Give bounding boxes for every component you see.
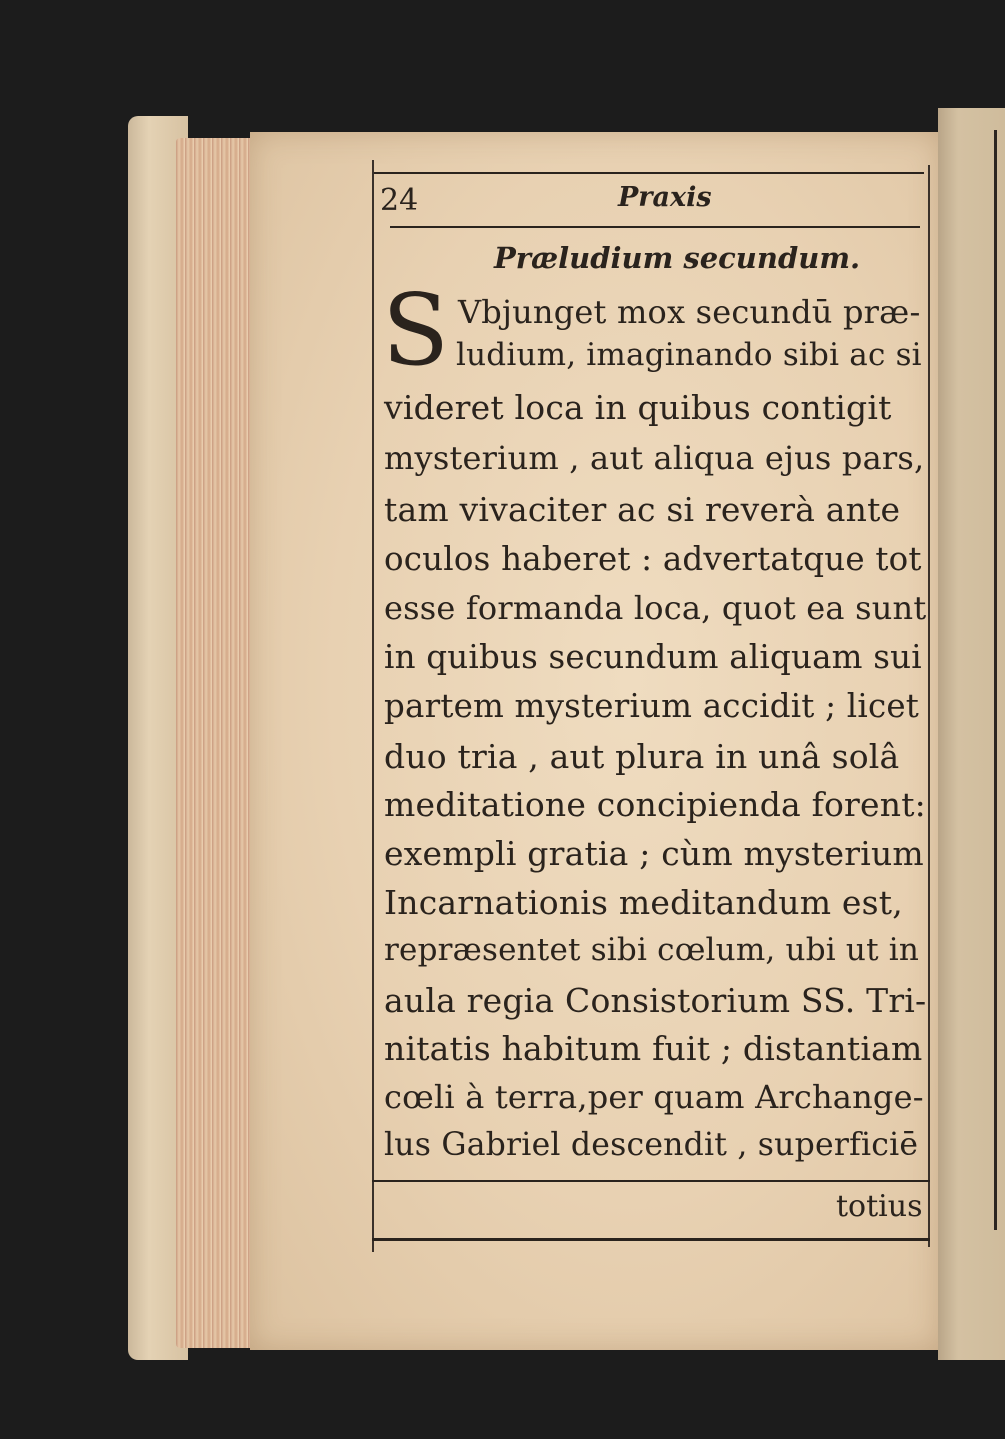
left-border-rule [372, 160, 374, 1252]
drop-cap-initial: S [382, 274, 450, 388]
text-line: Vbjunget mox secundū præ- [458, 293, 921, 331]
catchword: totius [836, 1189, 923, 1224]
running-head: Praxis [618, 182, 712, 213]
bottom-border-rule [372, 1238, 930, 1241]
text-line: tam vivaciter ac si reverà ante [384, 490, 901, 529]
text-line: partem mysterium accidit ; licet [384, 687, 920, 725]
page-stack-edge [176, 138, 256, 1348]
text-line: esse formanda loca, quot ea sunt [384, 589, 927, 627]
text-line: exempli gratia ; cùm mysterium [384, 834, 924, 873]
header-rule [390, 226, 920, 228]
text-line: Incarnationis meditandum est, [384, 883, 903, 922]
facing-page-rule [994, 130, 997, 1230]
right-border-rule [928, 165, 930, 1247]
text-line: mysterium , aut aliqua ejus pars, [384, 439, 925, 477]
footer-rule [372, 1180, 930, 1182]
text-line: videret loca in quibus contigit [384, 388, 892, 427]
text-line: cœli à terra,per quam Archange- [384, 1078, 924, 1116]
text-line: in quibus secundum aliquam sui [384, 638, 922, 676]
top-border-rule [372, 172, 924, 174]
text-line: ludium, imaginando sibi ac si [456, 337, 922, 373]
section-title: Præludium secundum. [494, 241, 861, 275]
text-line: lus Gabriel descendit , superficiē [384, 1127, 919, 1163]
text-line: meditatione concipienda forent: [384, 785, 926, 824]
page-number: 24 [380, 183, 419, 218]
text-line: duo tria , aut plura in unâ solâ [384, 737, 900, 776]
text-line: aula regia Consistorium SS. Tri- [384, 981, 927, 1020]
text-line: nitatis habitum fuit ; distantiam [384, 1029, 923, 1068]
text-line: repræsentet sibi cœlum, ubi ut in [384, 932, 920, 968]
text-line: oculos haberet : advertatque tot [384, 540, 922, 578]
